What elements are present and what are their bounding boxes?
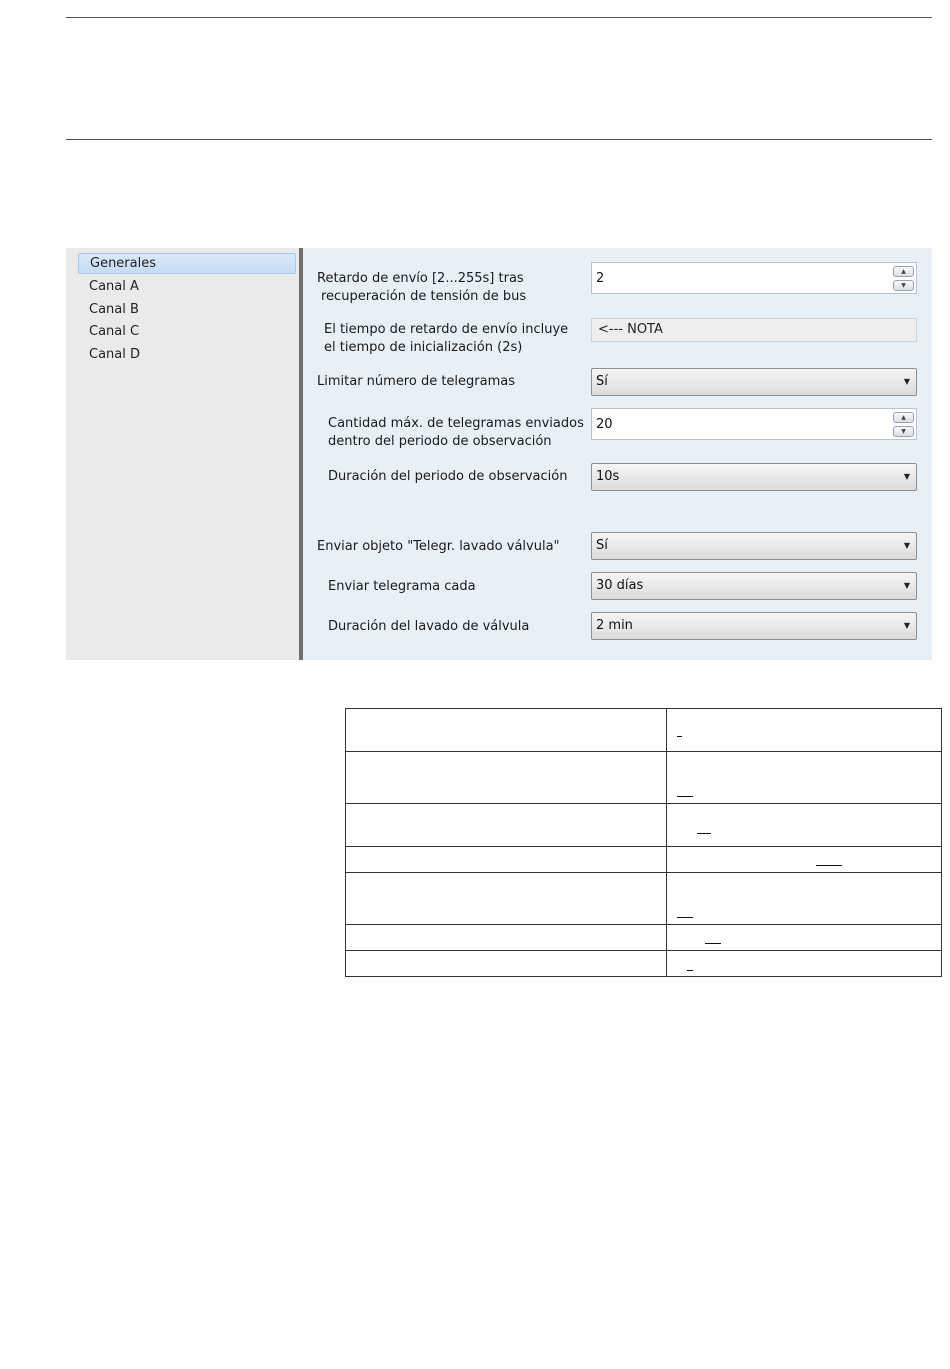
underline-marker — [677, 796, 693, 797]
enviar-cada-label: Enviar telegrama cada — [328, 579, 476, 594]
duracion-observacion-select[interactable] — [591, 463, 917, 491]
table-row — [346, 847, 942, 873]
nav-item-canal-c[interactable]: Canal C — [89, 324, 140, 339]
table-row — [346, 951, 942, 977]
nota-field — [591, 318, 917, 342]
table-row — [346, 925, 942, 951]
table-row — [346, 709, 942, 752]
enviar-objeto-value: Sí — [596, 538, 608, 553]
chevron-down-icon: ▼ — [903, 581, 910, 590]
table-cell — [346, 804, 667, 847]
nav-item-canal-d[interactable]: Canal D — [89, 347, 141, 362]
header-bottom-rule — [66, 139, 932, 140]
limitar-select[interactable] — [591, 368, 917, 396]
parameter-panel — [303, 248, 932, 660]
underline-marker — [705, 943, 721, 944]
retardo-label-line1: Retardo de envío [2...255s] tras — [317, 271, 524, 286]
retardo-input[interactable] — [591, 262, 917, 294]
cantidad-label — [328, 415, 584, 451]
table-cell — [346, 847, 667, 873]
arrow-down-icon[interactable]: ▼ — [893, 280, 914, 291]
enviar-cada-value: 30 días — [596, 578, 644, 593]
duracion-observacion-label: Duración del periodo de observación — [328, 469, 568, 484]
underline-marker — [677, 736, 682, 737]
enviar-objeto-label: Enviar objeto "Telegr. lavado válvula" — [317, 539, 560, 554]
nav-item-generales[interactable]: Generales — [78, 253, 296, 274]
channel-navigation — [66, 248, 299, 660]
enviar-cada-select[interactable] — [591, 572, 917, 600]
nota-label — [324, 321, 568, 357]
retardo-value: 2 — [596, 271, 605, 286]
arrow-up-icon[interactable]: ▲ — [893, 266, 914, 277]
nota-label-line2: el tiempo de inicialización (2s) — [324, 340, 523, 355]
enviar-objeto-select[interactable] — [591, 532, 917, 560]
table-cell — [346, 925, 667, 951]
cantidad-label-line2: dentro del periodo de observación — [328, 434, 552, 449]
cantidad-label-line1: Cantidad máx. de telegramas enviados — [328, 416, 584, 431]
limitar-value: Sí — [596, 374, 608, 389]
cantidad-value: 20 — [596, 417, 613, 432]
nota-value: <--- NOTA — [598, 322, 663, 337]
table-row — [346, 752, 942, 804]
retardo-label — [317, 270, 526, 306]
chevron-down-icon: ▼ — [903, 541, 910, 550]
underline-marker — [687, 970, 693, 971]
underline-marker — [816, 865, 842, 866]
nav-item-canal-a[interactable]: Canal A — [89, 279, 139, 294]
chevron-down-icon: ▼ — [903, 377, 910, 386]
cantidad-input[interactable] — [591, 408, 917, 440]
retardo-label-line2: recuperación de tensión de bus — [321, 289, 527, 304]
underline-marker — [677, 917, 693, 918]
table-cell — [667, 951, 942, 977]
table-cell — [346, 752, 667, 804]
table-row — [346, 873, 942, 925]
parameter-dialog — [66, 248, 932, 660]
table-cell — [667, 925, 942, 951]
table-cell — [667, 873, 942, 925]
chevron-down-icon: ▼ — [903, 621, 910, 630]
nav-item-canal-b[interactable]: Canal B — [89, 302, 139, 317]
table-cell — [346, 951, 667, 977]
table-cell — [667, 709, 942, 752]
limitar-label: Limitar número de telegramas — [317, 374, 516, 389]
duracion-observacion-value: 10s — [596, 469, 620, 484]
underline-marker — [697, 833, 711, 834]
arrow-down-icon[interactable]: ▼ — [893, 426, 914, 437]
parameter-options-table — [345, 708, 942, 977]
arrow-up-icon[interactable]: ▲ — [893, 412, 914, 423]
table-row — [346, 804, 942, 847]
header-top-rule — [66, 17, 932, 18]
duracion-lavado-value: 2 min — [596, 618, 633, 633]
duracion-lavado-select[interactable] — [591, 612, 917, 640]
table-cell — [346, 709, 667, 752]
table-cell — [667, 804, 942, 847]
table-cell — [667, 847, 942, 873]
duracion-lavado-label: Duración del lavado de válvula — [328, 619, 530, 634]
table-cell — [667, 752, 942, 804]
nota-label-line1: El tiempo de retardo de envío incluye — [324, 322, 569, 337]
table-cell — [346, 873, 667, 925]
chevron-down-icon: ▼ — [903, 472, 910, 481]
